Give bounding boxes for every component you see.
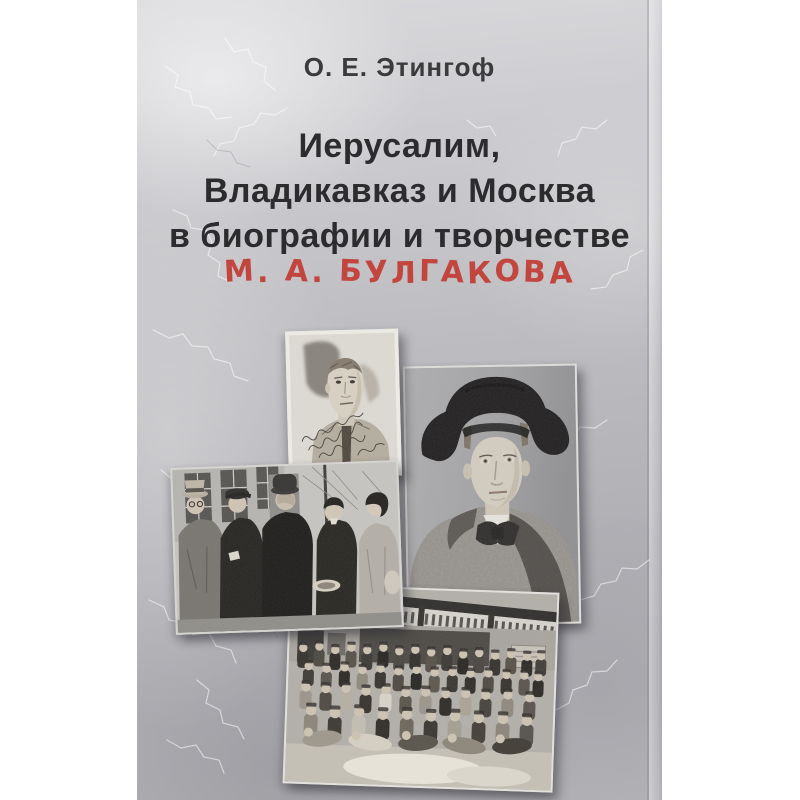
- title-line-2: Владикавказ и Москва: [203, 172, 596, 210]
- photo-portrait-in-hat: [403, 364, 582, 627]
- photo-street-group: [170, 460, 404, 635]
- photo-autographed-portrait: [285, 329, 402, 479]
- book-title: [137, 124, 662, 259]
- title-line-1: Иерусалим,: [298, 127, 501, 165]
- title-line-3: в биографии и творчестве: [168, 217, 631, 255]
- subtitle-bulgakov: М. А. БУЛГАКОВА: [222, 253, 577, 292]
- author-name: О. Е. Этингоф: [303, 52, 496, 82]
- book-cover: [137, 0, 662, 800]
